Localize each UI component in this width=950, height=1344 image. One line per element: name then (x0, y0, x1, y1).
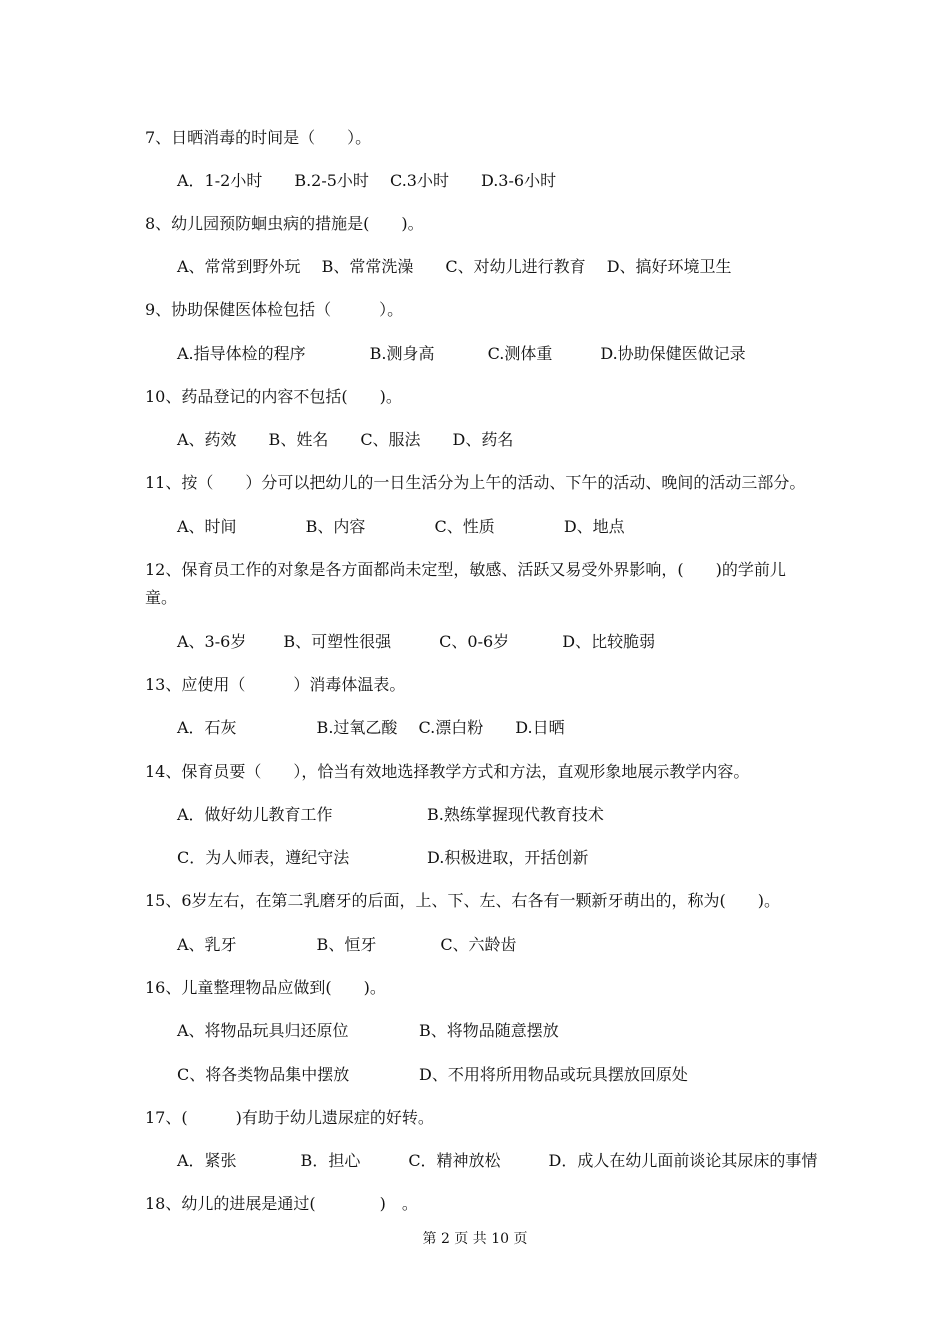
question-12: 12、保育员工作的对象是各方面都尚未定型，敏感、活跃又易受外界影响，( )的学前儿 (145, 560, 786, 579)
question-17: 17、( )有助于幼儿遗尿症的好转。 (145, 1108, 434, 1127)
question-13-options: A．石灰 B.过氧乙酸 C.漂白粉 D.日晒 (177, 718, 565, 737)
question-12-options: A、3-6岁 B、可塑性很强 C、0-6岁 D、比较脆弱 (177, 632, 656, 651)
question-16: 16、儿童整理物品应做到( )。 (145, 978, 386, 997)
question-18: 18、幼儿的进展是通过( ) 。 (145, 1194, 418, 1213)
question-14-option-b: B.熟练掌握现代教育技术 (427, 805, 604, 824)
question-7: 7、日晒消毒的时间是（ ）。 (145, 128, 372, 147)
question-17-options: A．紧张 B．担心 C．精神放松 D．成人在幼儿面前谈论其尿床的事情 (177, 1151, 818, 1170)
question-11: 11、按（ ）分可以把幼儿的一日生活分为上午的活动、下午的活动、晚间的活动三部分。 (145, 473, 806, 492)
question-14-option-a: A．做好幼儿教育工作 (177, 805, 333, 824)
question-13: 13、应使用（ ）消毒体温表。 (145, 675, 406, 694)
page-number-footer: 第 2 页 共 10 页 (422, 1231, 528, 1247)
question-12-continued: 童。 (145, 588, 178, 607)
question-9-options: A.指导体检的程序 B.测身高 C.测体重 D.协助保健医做记录 (177, 344, 746, 363)
question-7-options: A．1-2小时 B.2-5小时 C.3小时 D.3-6小时 (177, 171, 557, 190)
question-16-option-a: A、将物品玩具归还原位 (177, 1021, 349, 1040)
question-14: 14、保育员要（ ），恰当有效地选择教学方式和方法，直观形象地展示教学内容。 (145, 762, 750, 781)
question-8: 8、幼儿园预防蛔虫病的措施是( )。 (145, 214, 424, 233)
question-16-option-d: D、不用将所用物品或玩具摆放回原处 (419, 1065, 688, 1084)
question-8-options: A、常常到野外玩 B、常常洗澡 C、对幼儿进行教育 D、搞好环境卫生 (177, 257, 732, 276)
question-10: 10、药品登记的内容不包括( )。 (145, 387, 402, 406)
question-15-options: A、乳牙 B、恒牙 C、六龄齿 (177, 935, 517, 954)
question-9: 9、协助保健医体检包括（ ）。 (145, 300, 404, 319)
question-16-option-c: C、将各类物品集中摆放 (177, 1065, 350, 1084)
question-10-options: A、药效 B、姓名 C、服法 D、药名 (177, 430, 514, 449)
question-15: 15、6岁左右，在第二乳磨牙的后面，上、下、左、右各有一颗新牙萌出的，称为( )。 (145, 891, 781, 910)
question-11-options: A、时间 B、内容 C、性质 D、地点 (177, 517, 625, 536)
question-14-option-d: D.积极进取，开括创新 (427, 848, 589, 867)
question-16-option-b: B、将物品随意摆放 (419, 1021, 559, 1040)
question-14-option-c: C．为人师表，遵纪守法 (177, 848, 350, 867)
